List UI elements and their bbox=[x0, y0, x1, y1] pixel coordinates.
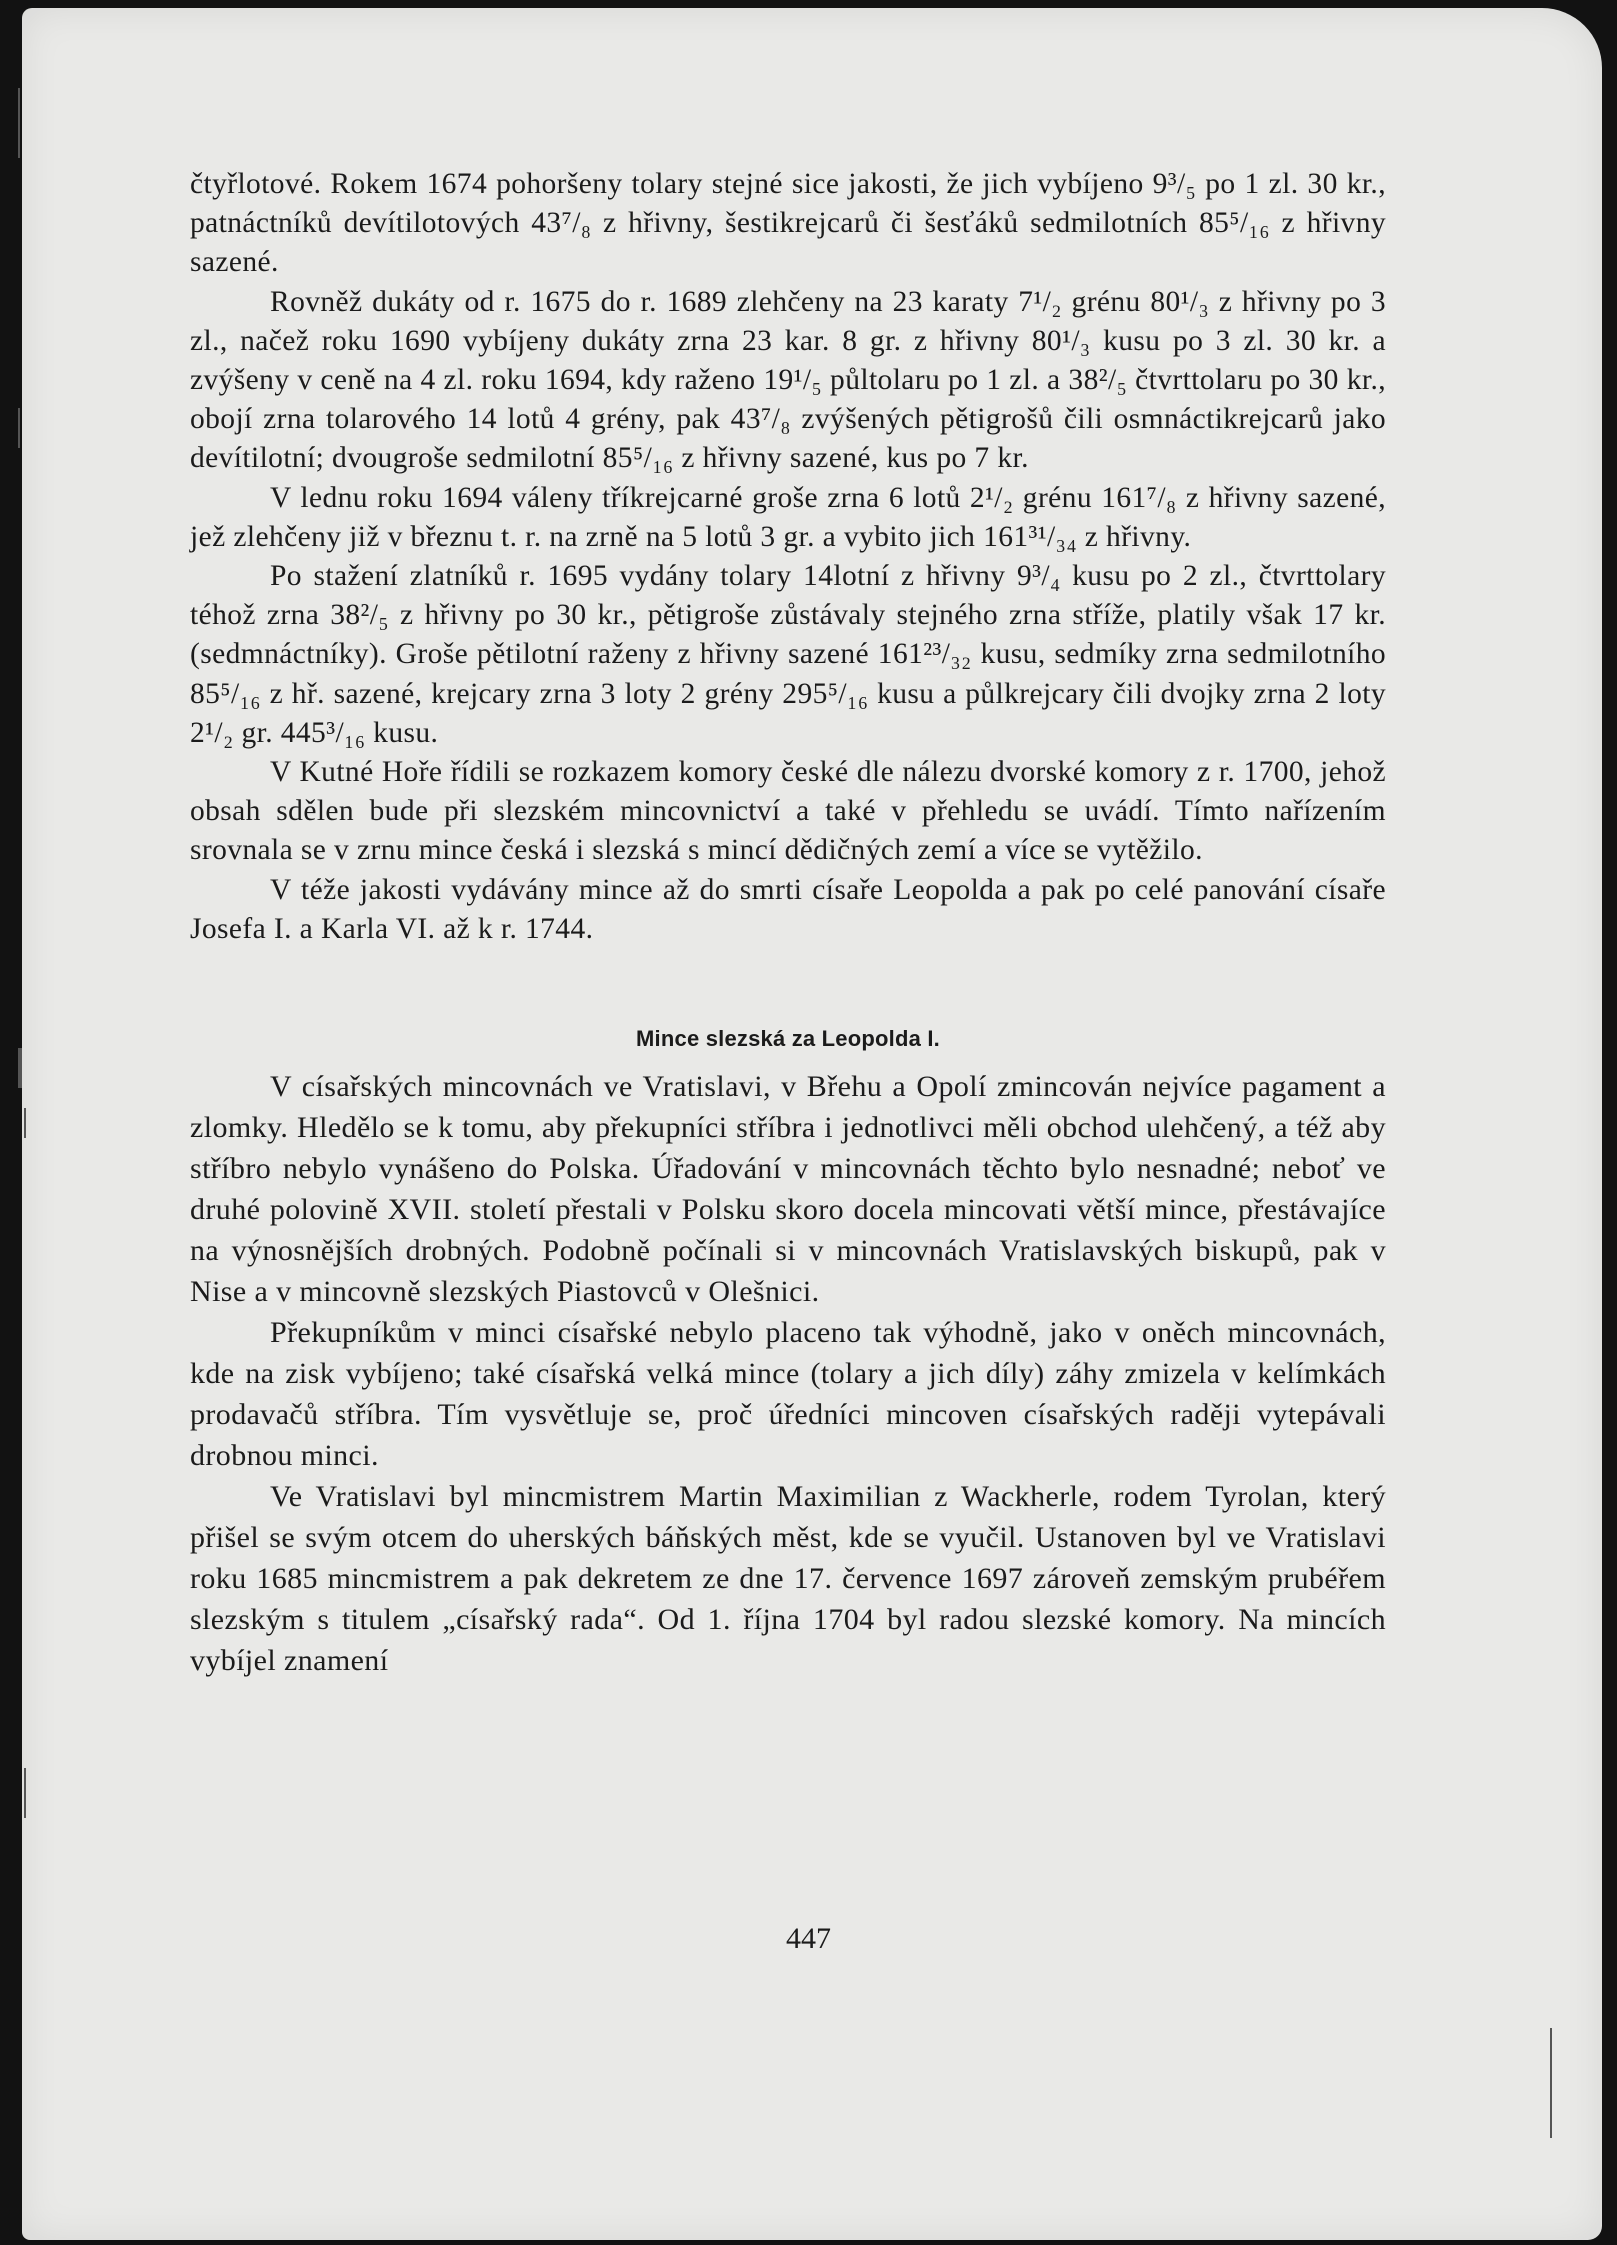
paragraph: čtyřlotové. Rokem 1674 pohoršeny tolary stejné sice jakosti, že jich vybíjeno 9³/₅ po 1 zl. 30 kr., patnáctníků devítilotových 43⁷/₈ z hřivny, šestikrejcarů či šesťáků sedmilotních 85⁵/₁₆ z hřivny sazené. bbox=[190, 168, 1386, 279]
margin-mark bbox=[1550, 2028, 1552, 2138]
paragraph: V lednu roku 1694 váleny tříkrejcarné groše zrna 6 lotů 2¹/₂ grénu 161⁷/₈ z hřivny sazené, jež zlehčeny již v březnu t. r. na zrně na 5 lotů 3 gr. a vybito jich 161³¹/₃₄ z hřivny. bbox=[190, 481, 1386, 553]
margin-mark bbox=[18, 1048, 22, 1088]
margin-mark bbox=[18, 88, 20, 158]
paragraph: Ve Vratislavi byl mincmistrem Martin Maximilian z Wackherle, rodem Tyrolan, který přišel se svým otcem do uherských báňských měst, kde se vyučil. Ustanoven byl ve Vratislavi roku 1685 mincmistrem a pak dekretem ze dne 17. července 1697 zároveň zemským prubéřem slezským s titulem „císařský rada“. Od 1. října 1704 byl radou slezské komory. Na mincích vybíjel znamení bbox=[190, 1480, 1386, 1678]
paragraph: Po stažení zlatníků r. 1695 vydány tolary 14lotní z hřivny 9³/₄ kusu po 2 zl., čtvrttolary téhož zrna 38²/₅ z hřivny po 30 kr., pětigroše zůstávaly stejného zrna stříže, platily však 17 kr. (sedmnáctníky). Groše pětilotní raženy z hřivny sazené 161²³/₃₂ kusu, sedmíky zrna sedmilotního 85⁵/₁₆ z hř. sazené, krejcary zrna 3 loty 2 grény 295⁵/₁₆ kusu a půlkrejcary čili dvojky zrna 2 loty 2¹/₂ gr. 445³/₁₆ kusu. bbox=[190, 560, 1386, 749]
margin-mark bbox=[24, 1768, 26, 1818]
section-heading: Mince slezská za Leopolda I. bbox=[636, 1026, 940, 1052]
paragraph: V Kutné Hoře řídili se rozkazem komory české dle nálezu dvorské komory z r. 1700, jehož obsah sdělen bude při slezském mincovnictví a také v přehledu se uvádí. Tímto nařízením srovnala se v zrnu mince česká i slezská s mincí dědičných zemí a více se vytěžilo. bbox=[190, 756, 1386, 867]
page-number: 447 bbox=[786, 1922, 831, 1955]
margin-mark bbox=[24, 1108, 26, 1138]
paragraph: Překupníkům v minci císařské nebylo placeno tak výhodně, jako v oněch mincovnách, kde na zisk vybíjeno; také císařská velká mince (tolary a jich díly) záhy zmizela v kelímkách prodavačů stříbra. Tím vysvětluje se, proč úředníci mincoven císařských raději vytepávali drobnou minci. bbox=[190, 1316, 1386, 1473]
margin-mark bbox=[18, 408, 20, 448]
page-text bbox=[190, 165, 1386, 1681]
section-body bbox=[190, 1066, 1386, 1681]
paragraph: V téže jakosti vydávány mince až do smrti císaře Leopolda a pak po celé panování císaře Josefa I. a Karla VI. až k r. 1744. bbox=[190, 873, 1386, 945]
paragraph: Rovněž dukáty od r. 1675 do r. 1689 zlehčeny na 23 karaty 7¹/₂ grénu 80¹/₃ z hřivny po 3 zl., načež roku 1690 vybíjeny dukáty zrna 23 kar. 8 gr. z hřivny 80¹/₃ kusu po 3 zl. 30 kr. a zvýšeny v ceně na 4 zl. roku 1694, kdy raženo 19¹/₅ půltolaru po 1 zl. a 38²/₅ čtvrttolaru po 30 kr., obojí zrna tolarového 14 lotů 4 grény, pak 43⁷/₈ zvýšených pětigrošů čili osmnáctikrejcarů jako devítilotní; dvougroše sedmilotní 85⁵/₁₆ z hřivny sazené, kus po 7 kr. bbox=[190, 285, 1386, 475]
paragraph: V císařských mincovnách ve Vratislavi, v Břehu a Opolí zmincován nejvíce pagament a zlomky. Hledělo se k tomu, aby překupníci stříbra i jednotlivci měli obchod ulehčený, a též aby stříbro nebylo vynášeno do Polska. Úřadování v mincovnách těchto bylo nesnadné; neboť ve druhé polovině XVII. století přestali v Polsku skoro docela mincovati větší mince, přestávajíce na výnosnějších drobných. Podobně počínali si v mincovnách Vratislavských biskupů, pak v Nise a v mincovně slezských Piastovců v Olešnici. bbox=[190, 1070, 1386, 1309]
